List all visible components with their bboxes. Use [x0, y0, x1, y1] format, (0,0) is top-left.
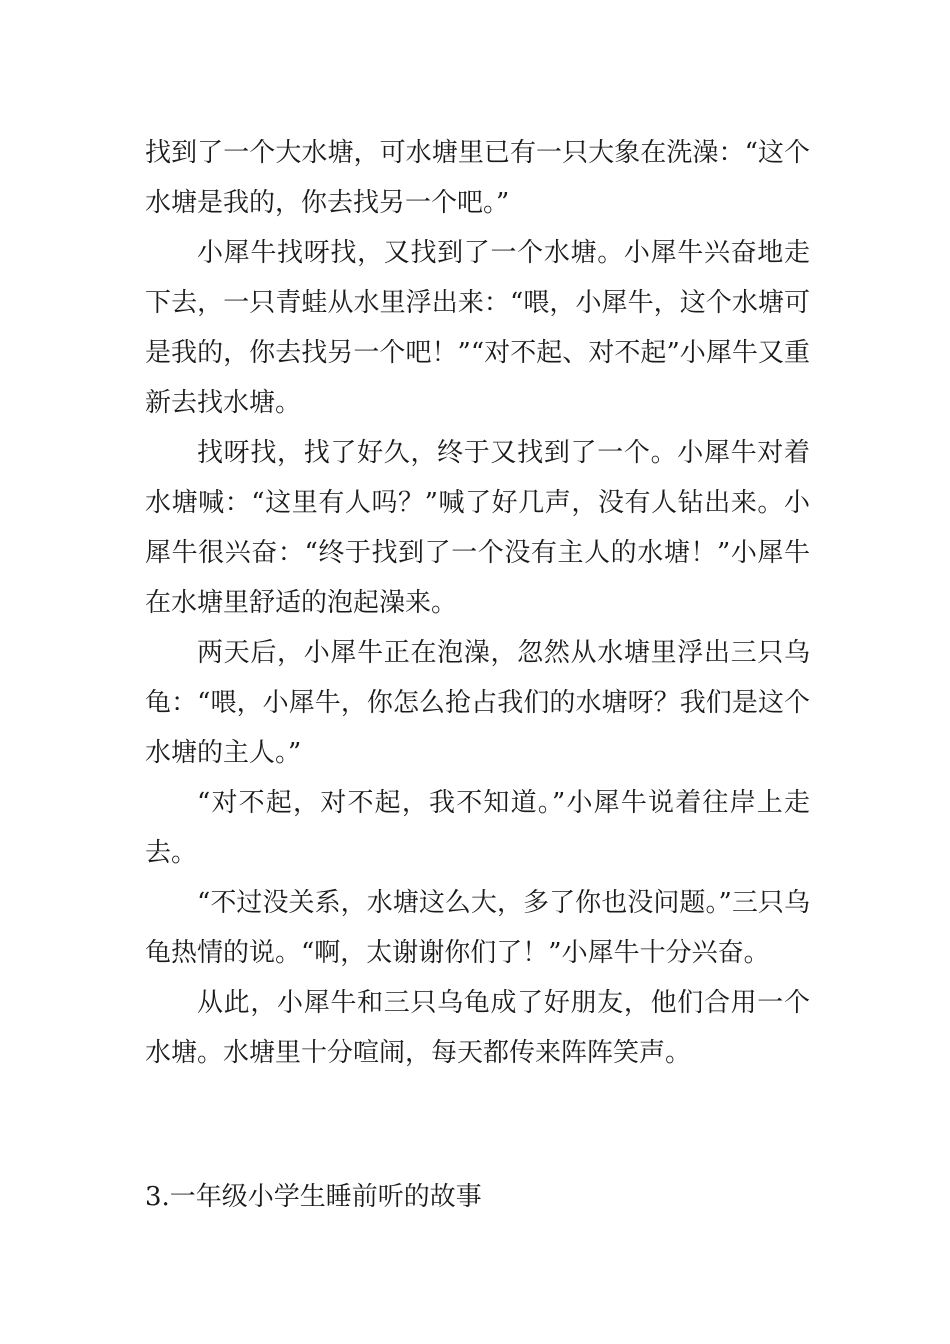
paragraph-3: 找呀找，找了好久，终于又找到了一个。小犀牛对着水塘喊：“这里有人吗？”喊了好几声，没有人钻出来。小犀牛很兴奋：“终于找到了一个没有主人的水塘！”小犀牛在水塘里舒适的泡起澡来。 [145, 438, 810, 618]
paragraph-6: “不过没关系，水塘这么大，多了你也没问题。”三只乌龟热情的说。“啊，太谢谢你们了！”小犀牛十分兴奋。 [145, 888, 810, 968]
paragraph-5: “对不起，对不起，我不知道。”小犀牛说着往岸上走去。 [145, 788, 810, 868]
paragraph-4: 两天后，小犀牛正在泡澡，忽然从水塘里浮出三只乌龟：“喂，小犀牛，你怎么抢占我们的水塘呀？我们是这个水塘的主人。” [145, 638, 810, 768]
story-body [145, 128, 810, 1078]
paragraph-2: 小犀牛找呀找，又找到了一个水塘。小犀牛兴奋地走下去，一只青蛙从水里浮出来：“喂，小犀牛，这个水塘可是我的，你去找另一个吧！”“对不起、对不起”小犀牛又重新去找水塘。 [145, 238, 810, 418]
section-heading: 3.一年级小学生睡前听的故事 [145, 1182, 482, 1212]
paragraph-7: 从此，小犀牛和三只乌龟成了好朋友，他们合用一个水塘。水塘里十分喧闹，每天都传来阵阵笑声。 [145, 988, 810, 1068]
paragraph-1: 找到了一个大水塘，可水塘里已有一只大象在洗澡：“这个水塘是我的，你去找另一个吧。” [145, 138, 810, 218]
